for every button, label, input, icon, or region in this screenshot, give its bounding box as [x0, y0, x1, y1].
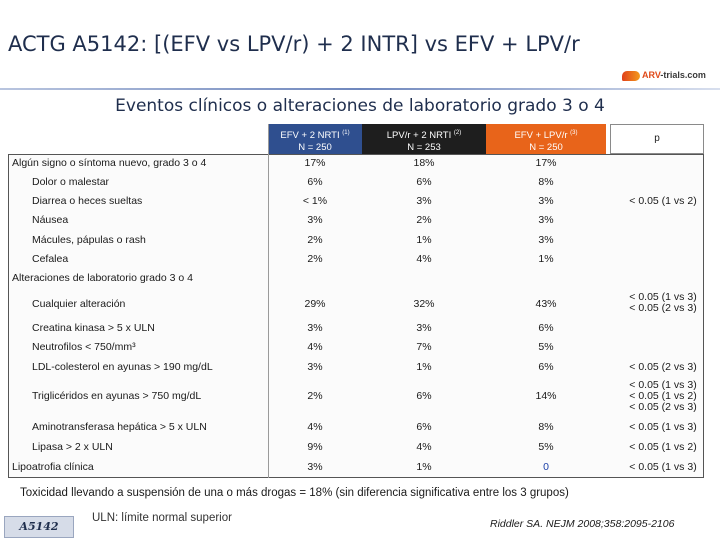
- header-arm2: [362, 124, 486, 154]
- cell-arm1: 3%: [307, 461, 323, 473]
- cell-arm1: 17%: [304, 157, 326, 169]
- slide-title: ACTG A5142: [(EFV vs LPV/r) + 2 INTR] vs EFV + LPV/r: [8, 32, 580, 56]
- cell-arm1: 29%: [304, 298, 326, 310]
- cell-arm3: 43%: [535, 298, 557, 310]
- row-label: Algún signo o síntoma nuevo, grado 3 o 4: [12, 157, 207, 169]
- header-rule: [0, 88, 720, 90]
- cell-arm3: 0: [543, 461, 549, 473]
- toxicity-footnote: Toxicidad llevando a suspensión de una o más drogas = 18% (sin diferencia significativa entre los 3 grupos): [20, 487, 569, 499]
- uln-note: ULN: límite normal superior: [92, 512, 232, 524]
- row-label: Aminotransferasa hepática > 5 x ULN: [32, 421, 207, 433]
- cell-arm1: 3%: [307, 361, 323, 373]
- cell-arm1: 3%: [307, 322, 323, 334]
- cell-arm1: < 1%: [302, 195, 328, 207]
- arm3-ref: (3): [570, 130, 578, 136]
- cell-arm2: 3%: [416, 195, 432, 207]
- logo-mark-icon: [622, 71, 640, 81]
- cell-arm3: 14%: [535, 390, 557, 402]
- arm2-name: LPV/r + 2 NRTI: [386, 130, 452, 142]
- arm2-ref: (2): [453, 130, 462, 136]
- cell-arm1: 4%: [307, 341, 323, 353]
- cell-p: < 0.05 (1 vs 2): [629, 195, 697, 207]
- cell-arm1: 2%: [307, 234, 323, 246]
- cell-arm1: 2%: [307, 390, 323, 402]
- logo-suffix: -trials.com: [660, 70, 706, 80]
- cell-arm2: 4%: [416, 253, 432, 265]
- cell-p: < 0.05 (2 vs 3): [629, 401, 697, 413]
- cell-p: < 0.05 (2 vs 3): [629, 302, 697, 314]
- arm2-n: N = 253: [407, 142, 441, 154]
- row-label: Neutrofilos < 750/mm³: [32, 341, 136, 353]
- arv-trials-logo: [622, 70, 718, 86]
- cell-arm3: 3%: [538, 214, 554, 226]
- citation: Riddler SA. NEJM 2008;358:2095-2106: [490, 518, 675, 530]
- cell-p: < 0.05 (1 vs 2): [629, 441, 697, 453]
- arm3-name: EFV + LPV/r: [514, 130, 568, 142]
- cell-arm2: 6%: [416, 390, 432, 402]
- header-arm3: [486, 124, 606, 154]
- cell-arm3: 1%: [538, 253, 554, 265]
- cell-arm2: 4%: [416, 441, 432, 453]
- row-label: Mácules, pápulas o rash: [32, 234, 146, 246]
- cell-p: < 0.05 (1 vs 3): [629, 379, 697, 391]
- cell-arm2: 6%: [416, 176, 432, 188]
- arm1-ref: (1): [342, 130, 350, 136]
- row-label: Triglicéridos en ayunas > 750 mg/dL: [32, 390, 202, 402]
- cell-arm2: 6%: [416, 421, 432, 433]
- cell-arm1: 2%: [307, 253, 323, 265]
- cell-arm1: 6%: [307, 176, 323, 188]
- cell-arm2: 1%: [416, 234, 432, 246]
- row-label: Diarrea o heces sueltas: [32, 195, 143, 207]
- row-label: Náusea: [32, 214, 69, 226]
- header-arm1: [268, 124, 362, 154]
- arm3-n: N = 250: [529, 142, 563, 154]
- table-subtitle: Eventos clínicos o alteraciones de laboratorio grado 3 o 4: [115, 96, 605, 116]
- cell-p: < 0.05 (1 vs 3): [629, 291, 697, 303]
- cell-arm2: 1%: [416, 461, 432, 473]
- cell-arm1: 9%: [307, 441, 323, 453]
- cell-p: < 0.05 (1 vs 3): [629, 461, 697, 473]
- row-label: Dolor o malestar: [32, 176, 110, 188]
- cell-p: < 0.05 (2 vs 3): [629, 361, 697, 373]
- cell-arm2: 1%: [416, 361, 432, 373]
- header-p: p: [610, 124, 704, 154]
- row-label: LDL-colesterol en ayunas > 190 mg/dL: [32, 361, 213, 373]
- logo-prefix: ARV: [642, 70, 661, 80]
- cell-arm2: 32%: [413, 298, 435, 310]
- cell-arm3: 6%: [538, 361, 554, 373]
- row-label: Cualquier alteración: [32, 298, 126, 310]
- cell-arm3: 3%: [538, 195, 554, 207]
- cell-arm3: 6%: [538, 322, 554, 334]
- arm1-name: EFV + 2 NRTI: [280, 130, 340, 142]
- cell-arm2: 3%: [416, 322, 432, 334]
- cell-arm3: 17%: [535, 157, 557, 169]
- row-label: Creatina kinasa > 5 x ULN: [32, 322, 155, 334]
- cell-arm3: 8%: [538, 176, 554, 188]
- cell-arm3: 8%: [538, 421, 554, 433]
- arm1-n: N = 250: [298, 142, 332, 154]
- cell-arm2: 7%: [416, 341, 432, 353]
- cell-arm2: 2%: [416, 214, 432, 226]
- row-label: Cefalea: [32, 253, 69, 265]
- cell-arm2: 18%: [413, 157, 435, 169]
- section-laboratory: Alteraciones de laboratorio grado 3 o 4: [12, 272, 193, 284]
- row-label: Lipasa > 2 x ULN: [32, 441, 113, 453]
- cell-p: < 0.05 (1 vs 2): [629, 390, 697, 402]
- row-label: Lipoatrofia clínica: [12, 461, 94, 473]
- cell-arm1: 3%: [307, 214, 323, 226]
- cell-p: < 0.05 (1 vs 3): [629, 421, 697, 433]
- cell-arm3: 5%: [538, 441, 554, 453]
- cell-arm1: 4%: [307, 421, 323, 433]
- cell-arm3: 3%: [538, 234, 554, 246]
- cell-arm3: 5%: [538, 341, 554, 353]
- study-badge: A5142: [4, 516, 74, 538]
